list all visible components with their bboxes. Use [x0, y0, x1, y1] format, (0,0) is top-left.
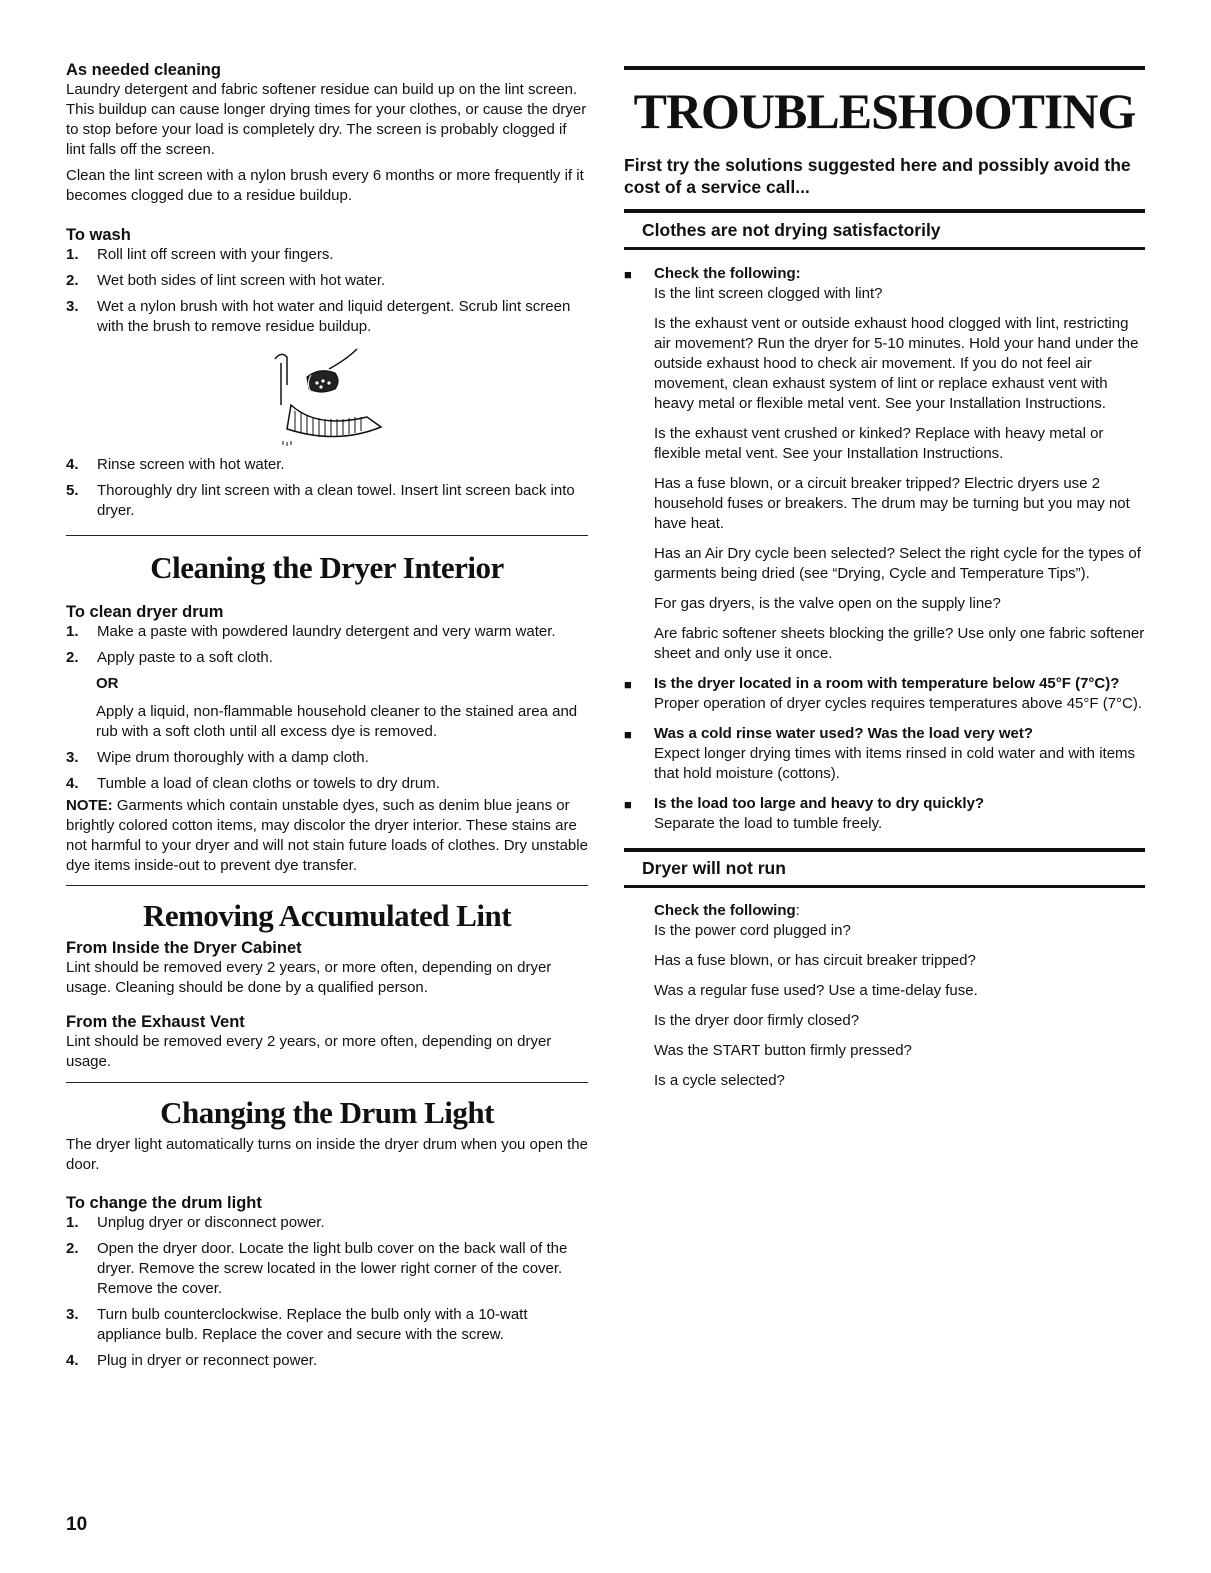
check-item — [624, 794, 1145, 834]
check-answer: Expect longer drying times with items rinsed in cold water and with items that hold moisture (cottons). — [654, 745, 1136, 782]
check-line: Is the exhaust vent crushed or kinked? Replace with heavy metal or flexible metal vent. See your Installation Instructions. — [654, 425, 1104, 462]
check-line: For gas dryers, is the valve open on the supply line? — [654, 595, 1001, 612]
exhaust-vent-heading: From the Exhaust Vent — [66, 1013, 245, 1031]
list-item — [66, 455, 588, 475]
to-wash-heading: To wash — [66, 226, 131, 244]
square-bullet-icon: ■ — [624, 797, 632, 812]
list-item — [66, 1351, 588, 1371]
step-text: Turn bulb counterclockwise. Replace the bulb only with a 10-watt appliance bulb. Replace the cover and secure with the screw. — [97, 1306, 528, 1343]
clean-drum-steps — [66, 622, 588, 668]
as-needed-paragraph-2: Clean the lint screen with a nylon brush every 6 months or more frequently if it becomes clogged due to a residue buildup. — [66, 167, 584, 204]
step-number: 3. — [66, 749, 79, 766]
brushing-lint-screen-icon — [257, 345, 397, 449]
check-line: Has an Air Dry cycle been selected? Select the right cycle for the types of garments being dried (see “Drying, Cycle and Temperature Tips”). — [654, 545, 1141, 582]
colon: : — [795, 902, 800, 919]
step-text: Thoroughly dry lint screen with a clean towel. Insert lint screen back into dryer. — [97, 482, 575, 519]
change-light-heading: To change the drum light — [66, 1194, 262, 1212]
clean-drum-heading: To clean dryer drum — [66, 603, 224, 621]
square-bullet-icon: ■ — [624, 267, 632, 282]
section-rule — [624, 885, 1145, 888]
check-question — [654, 901, 1145, 921]
check-item — [624, 264, 1145, 664]
step-text: Unplug dryer or disconnect power. — [97, 1214, 325, 1231]
list-item — [66, 648, 588, 668]
inside-cabinet-paragraph: Lint should be removed every 2 years, or more often, depending on dryer usage. Cleaning should be done by a qualified person. — [66, 959, 552, 996]
section-divider — [66, 885, 588, 886]
section-divider — [66, 535, 588, 536]
not-drying-heading: Clothes are not drying satisfactorily — [642, 220, 941, 240]
step-text: Make a paste with powdered laundry detergent and very warm water. — [97, 623, 556, 640]
as-needed-paragraph-1: Laundry detergent and fabric softener residue can build up on the lint screen. This buildup can cause longer drying times for your clothes, or cause the dryer to stop before your load is completely dry. The screen is probably clogged if lint falls off the screen. — [66, 81, 587, 158]
section-rule — [624, 209, 1145, 213]
check-question-label: Check the following — [654, 902, 796, 919]
will-not-run-checks — [624, 901, 1145, 1091]
check-line: Are fabric softener sheets blocking the grille? Use only one fabric softener sheet and only use it once. — [654, 625, 1145, 662]
check-line: Is the power cord plugged in? — [654, 922, 851, 939]
step-number: 4. — [66, 775, 79, 792]
check-line: Is a cycle selected? — [654, 1072, 785, 1089]
list-item — [66, 481, 588, 521]
as-needed-heading: As needed cleaning — [66, 61, 221, 79]
or-label: OR — [96, 675, 119, 692]
troubleshooting-intro: First try the solutions suggested here and possibly avoid the cost of a service call... — [624, 155, 1131, 197]
left-column — [66, 60, 588, 1371]
section-rule — [624, 247, 1145, 250]
square-bullet-icon: ■ — [624, 727, 632, 742]
will-not-run-heading: Dryer will not run — [642, 858, 786, 878]
check-question: Check the following: — [654, 265, 801, 282]
step-number: 5. — [66, 482, 79, 499]
section-divider — [66, 1082, 588, 1083]
list-item — [66, 1213, 588, 1233]
step-text: Wet a nylon brush with hot water and liquid detergent. Scrub lint screen with the brush to remove residue buildup. — [97, 298, 571, 335]
step-text: Open the dryer door. Locate the light bulb cover on the back wall of the dryer. Remove the screw located in the lower right corner of the cover. Remove the cover. — [97, 1240, 568, 1297]
step-number: 1. — [66, 1214, 79, 1231]
step-text: Apply paste to a soft cloth. — [97, 649, 273, 666]
note-text: Garments which contain unstable dyes, such as denim blue jeans or brightly colored cotton items, may discolor the dryer interior. These stains are not harmful to your dryer and will not stain future loads of clothes. Dry unstable dye items inside-out to prevent dye transfer. — [66, 797, 588, 874]
step-text: Tumble a load of clean cloths or towels to dry drum. — [97, 775, 440, 792]
check-item — [624, 674, 1145, 714]
right-column — [624, 66, 1145, 1091]
list-item — [66, 1305, 588, 1345]
check-line: Is the lint screen clogged with lint? — [654, 285, 883, 302]
note-label: NOTE: — [66, 797, 113, 814]
check-line: Has a fuse blown, or has circuit breaker tripped? — [654, 952, 976, 969]
check-answer: Proper operation of dryer cycles requires temperatures above 45°F (7°C). — [654, 695, 1143, 712]
inside-cabinet-heading: From Inside the Dryer Cabinet — [66, 939, 302, 957]
list-item — [66, 245, 588, 265]
list-item — [66, 297, 588, 337]
to-wash-steps — [66, 245, 588, 337]
check-line: Has a fuse blown, or a circuit breaker tripped? Electric dryers use 2 household fuses or breakers. The drum may be turning but you may not have heat. — [654, 475, 1130, 532]
step-number: 1. — [66, 623, 79, 640]
list-item — [66, 748, 588, 768]
check-question: Was a cold rinse water used? Was the load very wet? — [654, 725, 1033, 742]
step-number: 3. — [66, 298, 79, 315]
check-answer: Separate the load to tumble freely. — [654, 815, 883, 832]
check-line: Is the exhaust vent or outside exhaust hood clogged with lint, restricting air movement? Run the dryer for 5-10 minutes. Hold your hand under the outside exhaust hood to check air movement. If you do not feel air movement, clean exhaust system of lint or replace exhaust vent with heavy metal or flexible metal vent. See your Installation Instructions. — [654, 315, 1139, 412]
troubleshooting-title: TROUBLESHOOTING — [633, 83, 1136, 139]
step-text: Rinse screen with hot water. — [97, 456, 285, 473]
section-rule — [624, 848, 1145, 852]
lint-screen-brush-illustration — [66, 345, 588, 449]
step-number: 2. — [66, 272, 79, 289]
cleaning-interior-title: Cleaning the Dryer Interior — [150, 550, 504, 585]
step-number: 3. — [66, 1306, 79, 1323]
note-paragraph — [66, 796, 588, 876]
step-text: Wipe drum thoroughly with a damp cloth. — [97, 749, 369, 766]
exhaust-vent-paragraph: Lint should be removed every 2 years, or more often, depending on dryer usage. — [66, 1033, 552, 1070]
drum-light-title: Changing the Drum Light — [160, 1095, 494, 1130]
list-item — [66, 1239, 588, 1299]
check-question: Is the dryer located in a room with temperature below 45°F (7°C)? — [654, 675, 1120, 692]
square-bullet-icon: ■ — [624, 677, 632, 692]
change-light-steps — [66, 1213, 588, 1371]
check-line: Was the START button firmly pressed? — [654, 1042, 912, 1059]
check-question: Is the load too large and heavy to dry quickly? — [654, 795, 985, 812]
alternative-instruction: Apply a liquid, non-flammable household cleaner to the stained area and rub with a soft cloth until all excess dye is removed. — [96, 703, 578, 740]
step-number: 1. — [66, 246, 79, 263]
step-text: Plug in dryer or reconnect power. — [97, 1352, 318, 1369]
clean-drum-steps-continued — [66, 748, 588, 794]
check-line: Was a regular fuse used? Use a time-delay fuse. — [654, 982, 978, 999]
check-item — [624, 724, 1145, 784]
step-text: Wet both sides of lint screen with hot water. — [97, 272, 386, 289]
title-rule — [624, 66, 1145, 70]
step-number: 4. — [66, 1352, 79, 1369]
step-text: Roll lint off screen with your fingers. — [97, 246, 334, 263]
to-wash-steps-continued — [66, 455, 588, 521]
step-number: 2. — [66, 1240, 79, 1257]
page-number: 10 — [66, 1514, 88, 1535]
removing-lint-title: Removing Accumulated Lint — [142, 898, 512, 933]
step-number: 4. — [66, 456, 79, 473]
list-item — [66, 774, 588, 794]
list-item — [66, 271, 588, 291]
list-item — [66, 622, 588, 642]
drum-light-intro: The dryer light automatically turns on inside the dryer drum when you open the door. — [66, 1136, 588, 1173]
check-line: Is the dryer door firmly closed? — [654, 1012, 860, 1029]
step-number: 2. — [66, 649, 79, 666]
